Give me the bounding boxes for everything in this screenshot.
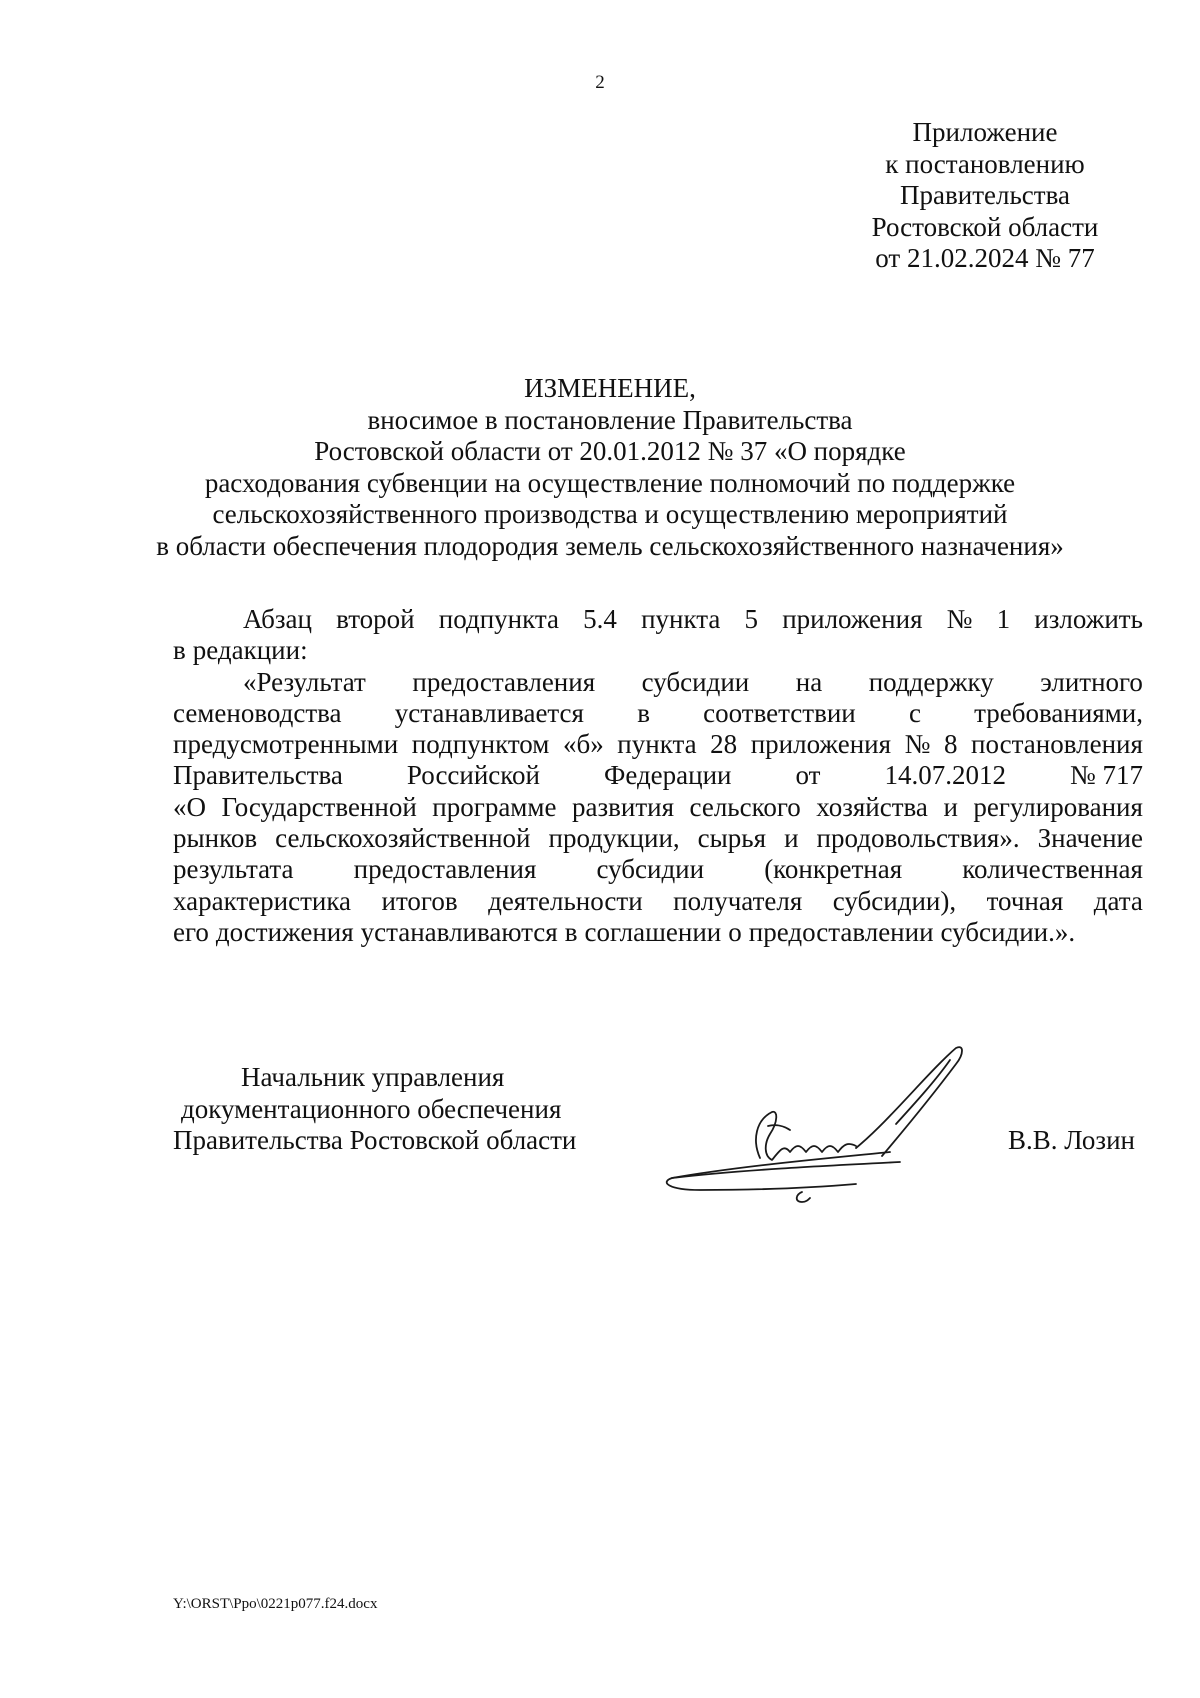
body-line [173, 604, 1143, 635]
body-word: Федерации [603, 760, 732, 791]
body-word: семеноводства [173, 697, 342, 728]
title-line: Ростовской области от 20.01.2012 № 37 «О порядке [314, 436, 906, 466]
body-word: получателя [673, 885, 803, 916]
document-title [150, 373, 1070, 562]
body-word: рынков [173, 823, 258, 854]
appendix-line: к постановлению [885, 148, 1085, 179]
body-line [173, 729, 1143, 760]
signer-position-line: Правительства Ростовской области [173, 1125, 577, 1155]
body-word: 5.4 [583, 604, 617, 634]
body-line [173, 823, 1143, 854]
body-word: 28 [710, 729, 738, 760]
body-word: сельскохозяйственной [275, 823, 531, 854]
body-word: второй [336, 604, 415, 634]
body-word: соглашении [584, 916, 722, 947]
body-word: предоставлении [748, 916, 934, 947]
body-word: № [904, 729, 931, 760]
body-word: Абзац [243, 604, 312, 634]
signer-position-line: Начальник управления [241, 1062, 505, 1092]
body-word: подпунктом [411, 729, 550, 760]
body-word: предоставления [353, 854, 537, 885]
body-word: дата [1093, 885, 1143, 916]
body-word: устанавливаются [360, 916, 558, 947]
body-word: приложения [782, 604, 923, 634]
title-line: расходования субвенции на осуществление полномочий по поддержке [204, 467, 1016, 498]
appendix-line: от 21.02.2024 № 77 [875, 243, 1095, 273]
body-word: элитного [1040, 666, 1143, 697]
body-line [173, 698, 1143, 729]
body-word: итогов [381, 885, 458, 916]
body-word: достижения [215, 916, 354, 947]
body-word: от [795, 760, 821, 791]
appendix-block [840, 117, 1130, 275]
body-word: изложить [1034, 604, 1143, 634]
body-word: Государственной [221, 791, 417, 822]
body-line [173, 760, 1143, 791]
body-word: пункта [617, 729, 697, 760]
body-word: подпункта [438, 604, 559, 634]
body-word: сельского [689, 791, 801, 822]
title-heading: ИЗМЕНЕНИЕ, [524, 373, 696, 403]
body-word: точная [986, 885, 1064, 916]
body-word: соответствии [703, 697, 856, 728]
body-word: приложения [750, 729, 892, 760]
body-word: в [637, 697, 650, 728]
body-word: и [784, 823, 799, 854]
body-word: Значение [1037, 823, 1143, 854]
body-word: субсидии), [832, 885, 957, 916]
document-body [173, 604, 1143, 948]
body-word: «б» [562, 729, 604, 760]
body-word: редакции: [192, 635, 308, 666]
body-word: (конкретная [764, 854, 903, 885]
body-word: результата [173, 854, 294, 885]
body-word: постановления [971, 729, 1143, 760]
file-path-footer: Y:\ORST\Ppo\0221p077.f24.docx [173, 1596, 378, 1612]
body-word: Российской [406, 760, 540, 791]
appendix-line: Правительства [900, 180, 1070, 210]
body-word: предоставления [412, 666, 596, 697]
body-word: развития [571, 791, 674, 822]
body-word: с [908, 697, 921, 728]
body-word: 14.07.2012 [884, 760, 1006, 791]
body-word: субсидии [596, 854, 705, 885]
body-word: № 717 [1069, 760, 1143, 791]
body-word: на [795, 666, 823, 697]
body-word: субсидии.». [940, 916, 1076, 947]
body-word: продовольствия». [816, 823, 1020, 854]
body-line [173, 886, 1143, 917]
body-word: деятельности [488, 885, 643, 916]
body-word: пункта [641, 604, 721, 634]
body-word: № [946, 604, 973, 634]
body-word: о [728, 916, 742, 947]
body-word: требованиями, [974, 697, 1143, 728]
title-line: сельскохозяйственного производства и осуществлению мероприятий [212, 499, 1008, 529]
body-word: в [173, 635, 186, 666]
appendix-line: Приложение [912, 117, 1058, 147]
body-line [173, 667, 1143, 698]
body-word: и [943, 791, 958, 822]
body-word: 1 [996, 604, 1011, 634]
page-number: 2 [595, 72, 605, 93]
body-line [173, 635, 1143, 666]
body-word: регулирования [973, 791, 1143, 822]
handwritten-signature [660, 1040, 1000, 1205]
body-word: субсидии [641, 666, 750, 697]
body-word: программе [432, 791, 557, 822]
signer-name: В.В. Лозин [1008, 1125, 1135, 1155]
signature-position [173, 1062, 613, 1157]
body-word: продукции, [548, 823, 680, 854]
body-word: 8 [943, 729, 958, 760]
body-word: характеристика [173, 885, 352, 916]
body-word: в [564, 916, 578, 947]
body-word: поддержку [868, 666, 994, 697]
body-word: сырья [697, 823, 767, 854]
signer-position-line: документационного обеспечения [181, 1093, 562, 1124]
body-word: предусмотренными [173, 729, 399, 760]
body-word: Правительства [173, 760, 343, 791]
body-line [173, 854, 1143, 885]
body-word: 5 [744, 604, 759, 634]
appendix-line: Ростовской области [871, 211, 1099, 242]
body-line [173, 792, 1143, 823]
title-line: в области обеспечения плодородия земель сельскохозяйственного назначения» [156, 530, 1064, 561]
body-word: устанавливается [394, 697, 584, 728]
body-word: количественная [962, 854, 1143, 885]
body-line [173, 917, 1143, 948]
body-word: хозяйства [816, 791, 928, 822]
body-word: его [173, 916, 209, 947]
body-word: «Результат [243, 666, 366, 697]
body-word: «О [173, 791, 206, 822]
title-line: вносимое в постановление Правительства [367, 404, 853, 435]
